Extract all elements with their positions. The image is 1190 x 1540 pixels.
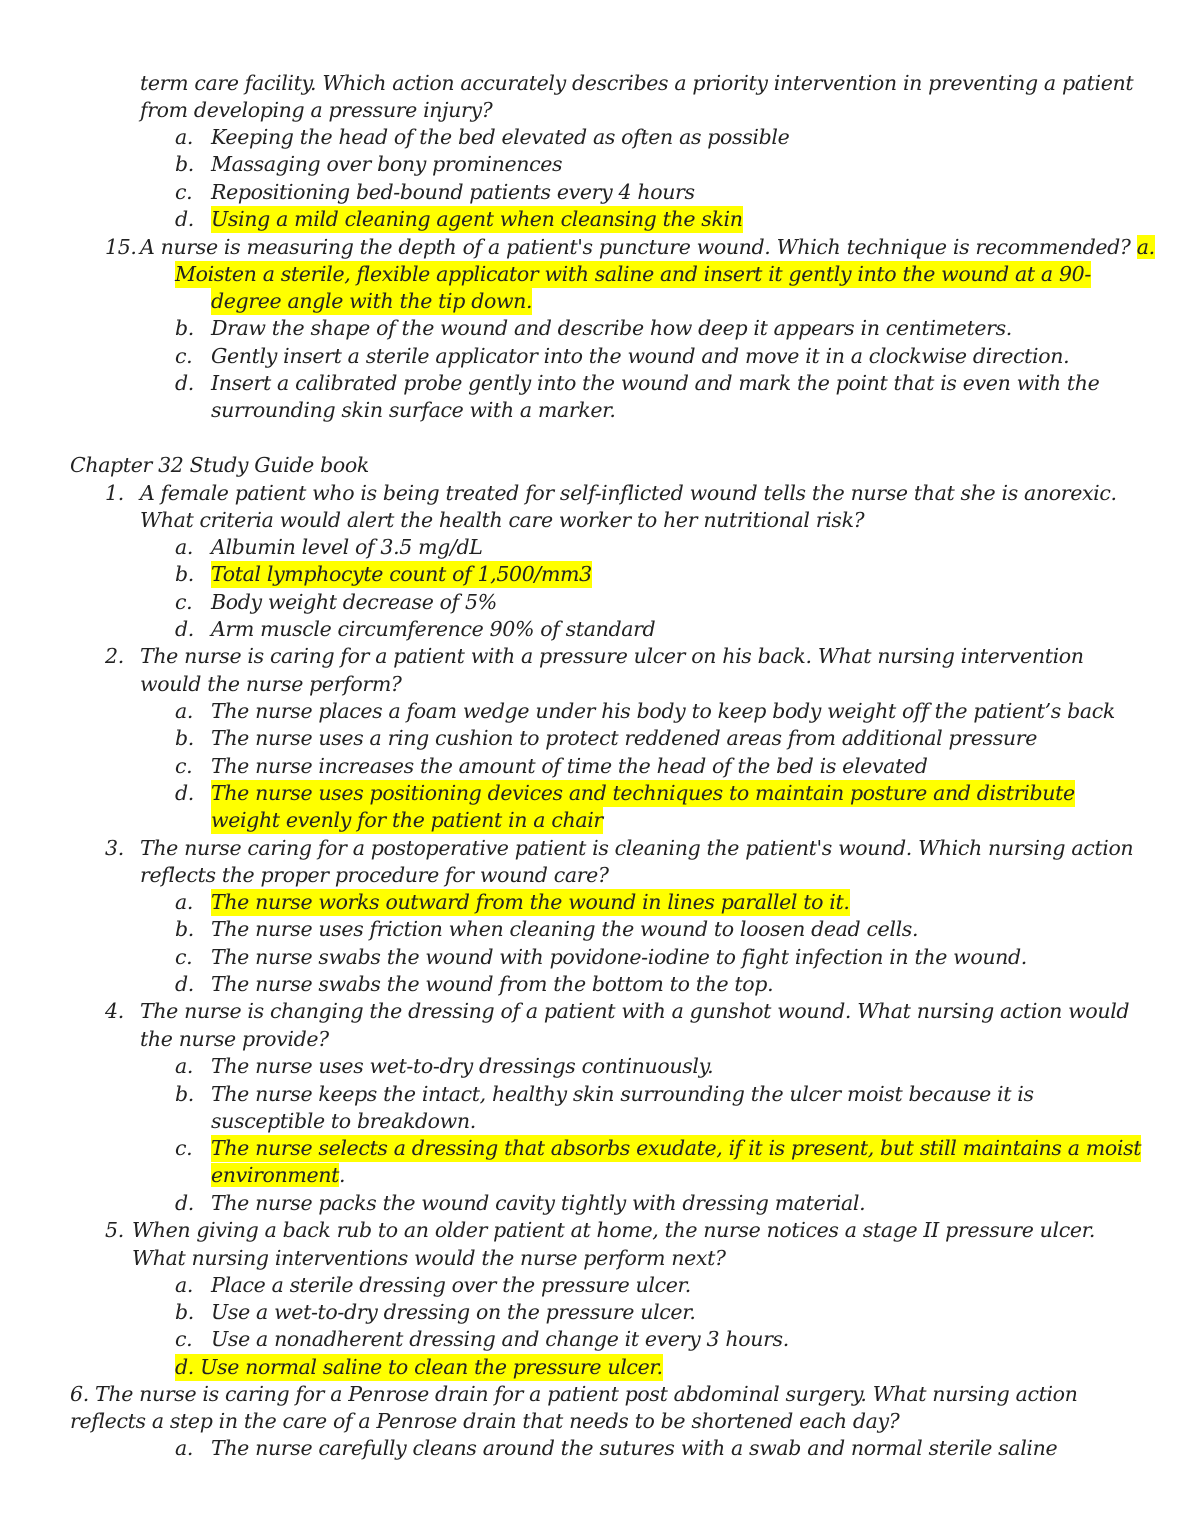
c4-option-c-letter: c.: [175, 1136, 193, 1160]
c3-stem-line-2: reflects the proper procedure for wound care?: [140, 863, 609, 887]
c2-option-a-text: The nurse places a foam wedge under his body to keep body weight off the patient’s back: [211, 699, 1115, 723]
q15-option-d-text-line-2: surrounding skin surface with a marker.: [211, 398, 616, 422]
c2-option-d-text-line-2-highlighted: weight evenly for the patient in a chair: [211, 808, 603, 832]
q14-stem-line-1: term care facility. Which action accurately describes a priority intervention in preventing a patient: [140, 71, 1134, 95]
q15-option-d-text-line-1: Insert a calibrated probe gently into the wound and mark the point that is even with the: [211, 371, 1100, 395]
q14-option-b-text: Massaging over bony prominences: [211, 152, 563, 176]
c1-number: 1.: [105, 481, 124, 505]
c1-stem-line-2: What criteria would alert the health care worker to her nutritional risk?: [140, 508, 865, 532]
c5-option-b-text: Use a wet-to-dry dressing on the pressure ulcer.: [211, 1300, 696, 1324]
q14-option-d-letter: d.: [175, 207, 194, 231]
c5-option-c-text: Use a nonadherent dressing and change it every 3 hours.: [211, 1327, 789, 1351]
c1-option-b-letter: b.: [175, 562, 194, 586]
q14-option-a-letter: a.: [175, 125, 194, 149]
c4-number: 4.: [105, 999, 124, 1023]
c1-option-a-letter: a.: [175, 535, 194, 559]
c4-option-a-text: The nurse uses wet-to-dry dressings continuously.: [211, 1054, 714, 1078]
c3-option-c-letter: c.: [175, 945, 193, 969]
q15-option-b-text: Draw the shape of the wound and describe how deep it appears in centimeters.: [211, 316, 1012, 340]
q14-option-d-text-highlighted: Using a mild cleaning agent when cleansing the skin: [211, 207, 743, 231]
c3-option-b-text: The nurse uses friction when cleaning the wound to loosen dead cells.: [211, 917, 919, 941]
c1-stem-line-1: A female patient who is being treated for self-inflicted wound tells the nurse that she is anorexic.: [140, 481, 1117, 505]
c1-option-a-text: Albumin level of 3.5 mg/dL: [211, 535, 483, 559]
c4-option-a-letter: a.: [175, 1054, 194, 1078]
c4-stem-line-2: the nurse provide?: [140, 1027, 329, 1051]
c4-option-b-text-line-1: The nurse keeps the intact, healthy skin surrounding the ulcer moist because it is: [211, 1082, 1034, 1106]
c5-option-c-letter: c.: [175, 1327, 193, 1351]
c3-option-b-letter: b.: [175, 917, 194, 941]
q15-option-c-letter: c.: [175, 344, 193, 368]
c5-stem-line-2: What nursing interventions would the nurse perform next?: [132, 1246, 726, 1270]
q15-number: 15.: [105, 235, 137, 259]
q14-option-b-letter: b.: [175, 152, 194, 176]
c6-option-a-text: The nurse carefully cleans around the sutures with a swab and normal sterile saline: [211, 1436, 1058, 1460]
q15-option-a-text-line-2-highlighted: degree angle with the tip down.: [211, 289, 533, 313]
q14-option-c-text: Repositioning bed-bound patients every 4 hours: [211, 180, 695, 204]
q15-option-a-letter-highlighted: a.: [1136, 235, 1155, 259]
c2-option-c-text: The nurse increases the amount of time the head of the bed is elevated: [211, 754, 928, 778]
c4-option-d-text: The nurse packs the wound cavity tightly with dressing material.: [211, 1191, 866, 1215]
c3-number: 3.: [105, 836, 124, 860]
c4-option-c-text-line-2: [211, 1162, 345, 1189]
c4-option-b-text-line-2: susceptible to breakdown.: [211, 1109, 476, 1133]
q15-option-d-letter: d.: [175, 371, 194, 395]
c5-option-a-letter: a.: [175, 1273, 194, 1297]
c1-option-d-letter: d.: [175, 617, 194, 641]
c6-stem-line-2: reflects a step in the care of a Penrose drain that needs to be shortened each day?: [70, 1409, 900, 1433]
c1-option-d-text: Arm muscle circumference 90% of standard: [211, 617, 656, 641]
q15-stem-text: A nurse is measuring the depth of a patient's puncture wound. Which technique is recommended?: [140, 235, 1131, 259]
c2-stem-line-1: The nurse is caring for a patient with a pressure ulcer on his back. What nursing intervention: [140, 644, 1084, 668]
c3-option-a-text-highlighted: The nurse works outward from the wound in lines parallel to it.: [211, 890, 850, 914]
c4-option-c-period: .: [338, 1163, 346, 1187]
chapter-heading: Chapter 32 Study Guide book: [70, 453, 369, 477]
c5-option-a-text: Place a sterile dressing over the pressure ulcer.: [211, 1273, 691, 1297]
c5-stem-line-1: When giving a back rub to an older patient at home, the nurse notices a stage II pressure ulcer.: [132, 1218, 1096, 1242]
q15-option-b-letter: b.: [175, 316, 194, 340]
c2-option-b-text: The nurse uses a ring cushion to protect reddened areas from additional pressure: [211, 726, 1037, 750]
c5-option-d-highlighted: d. Use normal saline to clean the pressure ulcer.: [175, 1355, 663, 1379]
c2-stem-line-2: would the nurse perform?: [140, 672, 402, 696]
c6-stem-line-1: 6. The nurse is caring for a Penrose drain for a patient post abdominal surgery. What nursing action: [70, 1382, 1078, 1406]
c1-option-c-letter: c.: [175, 590, 193, 614]
c4-option-c-text-line-1-highlighted: The nurse selects a dressing that absorbs exudate, if it is present, but still maintains a moist: [211, 1136, 1142, 1160]
c3-stem-line-1: The nurse caring for a postoperative patient is cleaning the patient's wound. Which nursing action: [140, 836, 1134, 860]
c2-option-b-letter: b.: [175, 726, 194, 750]
q15-option-a-text-line-1-highlighted: Moisten a sterile, flexible applicator with saline and insert it gently into the wound at a 90-: [175, 262, 1091, 286]
c4-stem-line-1: The nurse is changing the dressing of a patient with a gunshot wound. What nursing action would: [140, 999, 1130, 1023]
c4-option-c-text-line-2-highlighted: environment: [211, 1163, 339, 1187]
c2-option-d-text-line-1-highlighted: The nurse uses positioning devices and techniques to maintain posture and distribute: [211, 781, 1075, 805]
c3-option-c-text: The nurse swabs the wound with povidone-iodine to fight infection in the wound.: [211, 945, 1027, 969]
c4-option-b-letter: b.: [175, 1082, 194, 1106]
c3-option-a-letter: a.: [175, 890, 194, 914]
c5-number: 5.: [105, 1218, 124, 1242]
c2-option-c-letter: c.: [175, 754, 193, 778]
q14-option-a-text: Keeping the head of the bed elevated as often as possible: [211, 125, 790, 149]
c3-option-d-text: The nurse swabs the wound from the bottom to the top.: [211, 972, 774, 996]
c2-option-d-letter: d.: [175, 781, 194, 805]
c3-option-d-letter: d.: [175, 972, 194, 996]
c1-option-b-text-highlighted: Total lymphocyte count of 1,500/mm3: [211, 562, 592, 586]
c5-option-b-letter: b.: [175, 1300, 194, 1324]
q14-stem-line-2: from developing a pressure injury?: [140, 98, 493, 122]
c2-option-a-letter: a.: [175, 699, 194, 723]
c1-option-c-text: Body weight decrease of 5%: [211, 590, 497, 614]
q15-option-c-text: Gently insert a sterile applicator into the wound and move it in a clockwise direction.: [211, 344, 1070, 368]
q15-stem: [140, 234, 1155, 261]
c4-option-d-letter: d.: [175, 1191, 194, 1215]
c6-option-a-letter: a.: [175, 1436, 194, 1460]
q14-option-c-letter: c.: [175, 180, 193, 204]
c2-number: 2.: [105, 644, 124, 668]
